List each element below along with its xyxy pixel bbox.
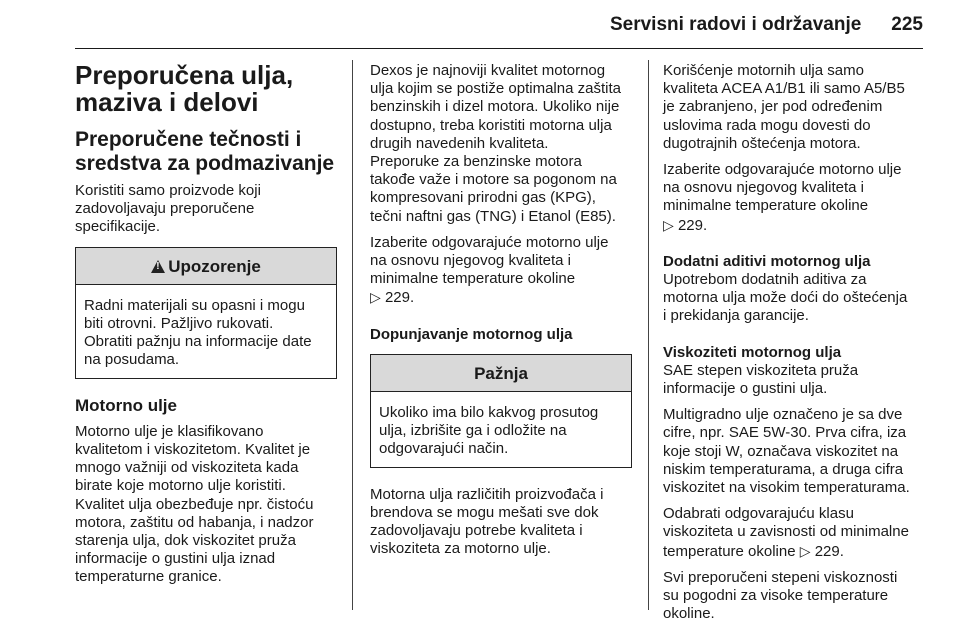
choose-oil-text: Izaberite odgovarajuće motorno ulje na osnovu njegovog kvaliteta i minimalne temperature okoline — [370, 233, 609, 288]
header-rule — [75, 48, 923, 49]
warning-triangle-icon — [151, 260, 165, 273]
motor-oil-paragraph: Motorno ulje je klasifikovano kvalitetom i viskozitetom. Kvalitet je mnogo važniji od viskoziteta kada birate koje motorno ulje koristiti. Kvalitet ulja obezbeđuje npr. čistoću motora, zaštitu od habanja, i nadzor starenja ulja, dok viskozitet pruža informacije o gustini ulja iznad temperaturne granice. — [75, 422, 314, 586]
subsection-title: Preporučene tečnosti i sredstva za podmazivanje — [75, 128, 335, 175]
page-reference-icon: ▷ — [799, 542, 811, 559]
column-divider-2 — [648, 60, 649, 610]
column-2 — [370, 62, 632, 566]
warning-header — [76, 248, 336, 285]
recommended-grades-paragraph: Svi preporučeni stepeni viskoznosti su pogodni za visoke temperature okoline. — [663, 568, 898, 623]
column-3 — [663, 62, 933, 631]
warning-title: Upozorenje — [168, 256, 261, 276]
mixing-oils-paragraph: Motorna ulja različitih proizvođača i brendova se mogu mešati sve dok zadovoljavaju potrebe kvaliteta i viskoziteta za motorno ulje. — [370, 485, 604, 558]
notice-body: Ukoliko ima bilo kakvog prosutog ulja, izbrišite ga i odložite na odgovarajući način. — [379, 404, 599, 458]
column-divider-1 — [352, 60, 353, 610]
motor-oil-heading: Motorno ulje — [75, 395, 177, 415]
page-reference-icon: ▷ — [370, 289, 381, 306]
sae-paragraph: SAE stepen viskoziteta pruža informacije o gustini ulja. — [663, 361, 859, 398]
page-reference-link[interactable]: 229. — [814, 542, 844, 560]
chapter-title: Servisni radovi i održavanje — [609, 14, 862, 35]
intro-text: Koristiti samo proizvode koji zadovoljavaju preporučene specifikacije. — [75, 182, 261, 236]
page-reference-link[interactable]: 229. — [677, 216, 708, 234]
choose-oil-paragraph — [370, 234, 632, 308]
warning-box — [75, 247, 337, 379]
multigrade-paragraph: Multigradno ulje označeno je sa dve cifre, npr. SAE 5W-30. Prva cifra, iza koje stoji W, označava viskozitet na niskim temperaturama, a druga cifra viskozitet na visokim temperaturama. — [663, 406, 910, 497]
additives-heading: Dodatni aditivi motornog ulja — [663, 252, 871, 270]
viscosity-heading: Viskoziteti motornog ulja — [663, 343, 842, 361]
topping-up-heading: Dopunjavanje motornog ulja — [370, 325, 573, 343]
viscosity-class-paragraph — [663, 505, 933, 561]
page-number: 225 — [891, 14, 923, 35]
column-1 — [75, 62, 337, 595]
section-title: Preporučena ulja, maziva i delovi — [75, 60, 294, 117]
acea-paragraph: Korišćenje motornih ulja samo kvaliteta ACEA A1/B1 ili samo A5/B5 je zabranjeno, jer pod određenim uslovima rada mogu dovesti do dugotrajnih oštećenja motora. — [663, 62, 905, 152]
notice-header: Pažnja — [371, 355, 631, 392]
page-reference-icon: ▷ — [663, 216, 674, 233]
page-reference-link[interactable]: 229. — [384, 289, 415, 307]
choose-oil-text-2: Izaberite odgovarajuće motorno ulje na osnovu njegovog kvaliteta i minimalne temperature okoline — [663, 161, 902, 215]
viscosity-class-text: Odabrati odgovarajuću klasu viskoziteta u zavisnosti od minimalne temperature okoline — [663, 505, 909, 560]
notice-box — [370, 354, 632, 468]
choose-oil-paragraph-2 — [663, 161, 933, 235]
additives-paragraph: Upotrebom dodatnih aditiva za motorna ulja može doći do oštećenja i prekidanja garancije. — [663, 271, 908, 325]
warning-body: Radni materijali su opasni i mogu biti otrovni. Pažljivo rukovati. Obratiti pažnju na informacije date na posudama. — [84, 296, 312, 369]
page-header — [0, 14, 923, 36]
dexos-paragraph: Dexos je najnoviji kvalitet motornog ulja kojim se postiže optimalna zaštita benzinskih i dizel motora. Ukoliko nije dostupno, treba koristiti motorna ulja drugih navedenih kvaliteta. Preporuke za benzinske motora takođe važe i motore sa pogonom na kompresovani prirodni gas (KPG), tečni naftni gas (TNG) i Etanol (E85). — [370, 62, 621, 225]
